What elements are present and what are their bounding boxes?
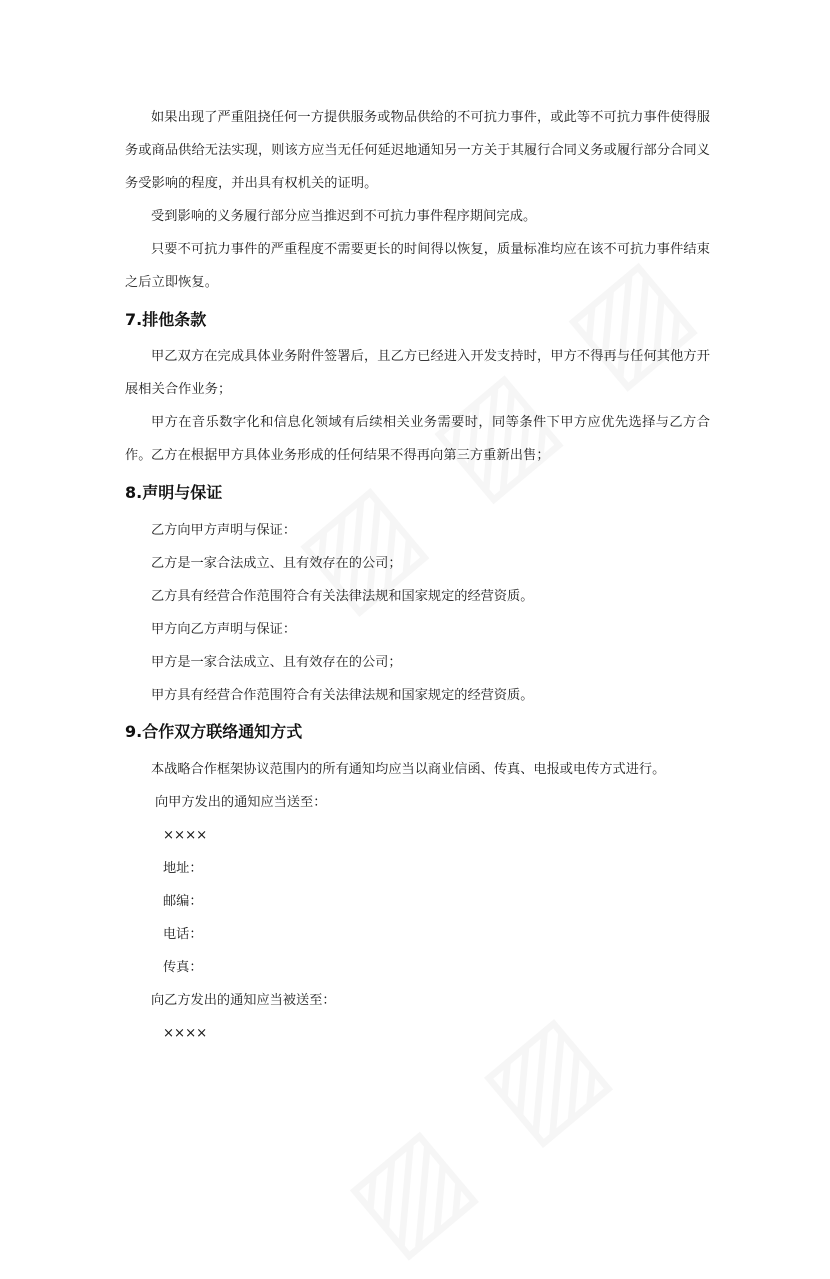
- section-8-line-4: 甲方向乙方声明与保证：: [151, 622, 297, 637]
- section-8-line-6: 甲方具有经营合作范围符合有关法律法规和国家规定的经营资质。: [151, 688, 534, 703]
- party-a-address: 地址：: [163, 861, 203, 876]
- party-a-name: ××××: [163, 828, 208, 843]
- section-8-line-5: 甲方是一家合法成立、且有效存在的公司；: [151, 655, 402, 670]
- section-8-line-1: 乙方向甲方声明与保证：: [151, 523, 297, 538]
- section-7-paragraph-1: 甲乙双方在完成具体业务附件签署后，且乙方已经进入开发支持时，甲方不得再与任何其他方开展相关合作业务；: [125, 349, 710, 397]
- force-majeure-paragraph-1: 如果出现了严重阻挠任何一方提供服务或物品供给的不可抗力事件，或此等不可抗力事件使得服务或商品供给无法实现，则该方应当无任何延迟地通知另一方关于其履行合同义务或履行部分合同义务受影响的程度，并出具有权机关的证明。: [125, 110, 710, 191]
- section-7-heading: 7.排他条款: [125, 310, 207, 329]
- force-majeure-paragraph-2: 受到影响的义务履行部分应当推迟到不可抗力事件程序期间完成。: [151, 209, 537, 224]
- party-a-phone: 电话：: [163, 927, 203, 942]
- notice-to-party-b: 向乙方发出的通知应当被送至：: [151, 993, 336, 1008]
- party-a-fax: 传真：: [163, 960, 203, 975]
- section-9-intro: 本战略合作框架协议范围内的所有通知均应当以商业信函、传真、电报或电传方式进行。: [151, 762, 666, 777]
- notice-to-party-a: 向甲方发出的通知应当送至：: [155, 795, 327, 810]
- section-8-heading: 8.声明与保证: [125, 483, 223, 502]
- section-8-line-2: 乙方是一家合法成立、且有效存在的公司；: [151, 556, 402, 571]
- section-8-line-3: 乙方具有经营合作范围符合有关法律法规和国家规定的经营资质。: [151, 589, 534, 604]
- section-7-paragraph-2: 甲方在音乐数字化和信息化领域有后续相关业务需要时，同等条件下甲方应优先选择与乙方合作。: [125, 415, 710, 463]
- section-7-paragraph-3: 乙方在根据甲方具体业务形成的任何结果不得再向第三方重新出售；: [151, 448, 550, 463]
- watermark-mark-bottom: [320, 980, 638, 1278]
- party-b-name: ××××: [163, 1026, 208, 1041]
- force-majeure-paragraph-3: 只要不可抗力事件的严重程度不需要更长的时间得以恢复，质量标准均应在该不可抗力事件结束之后立即恢复。: [125, 242, 710, 290]
- party-a-postcode: 邮编：: [163, 894, 203, 909]
- section-9-heading: 9.合作双方联络通知方式: [125, 722, 303, 741]
